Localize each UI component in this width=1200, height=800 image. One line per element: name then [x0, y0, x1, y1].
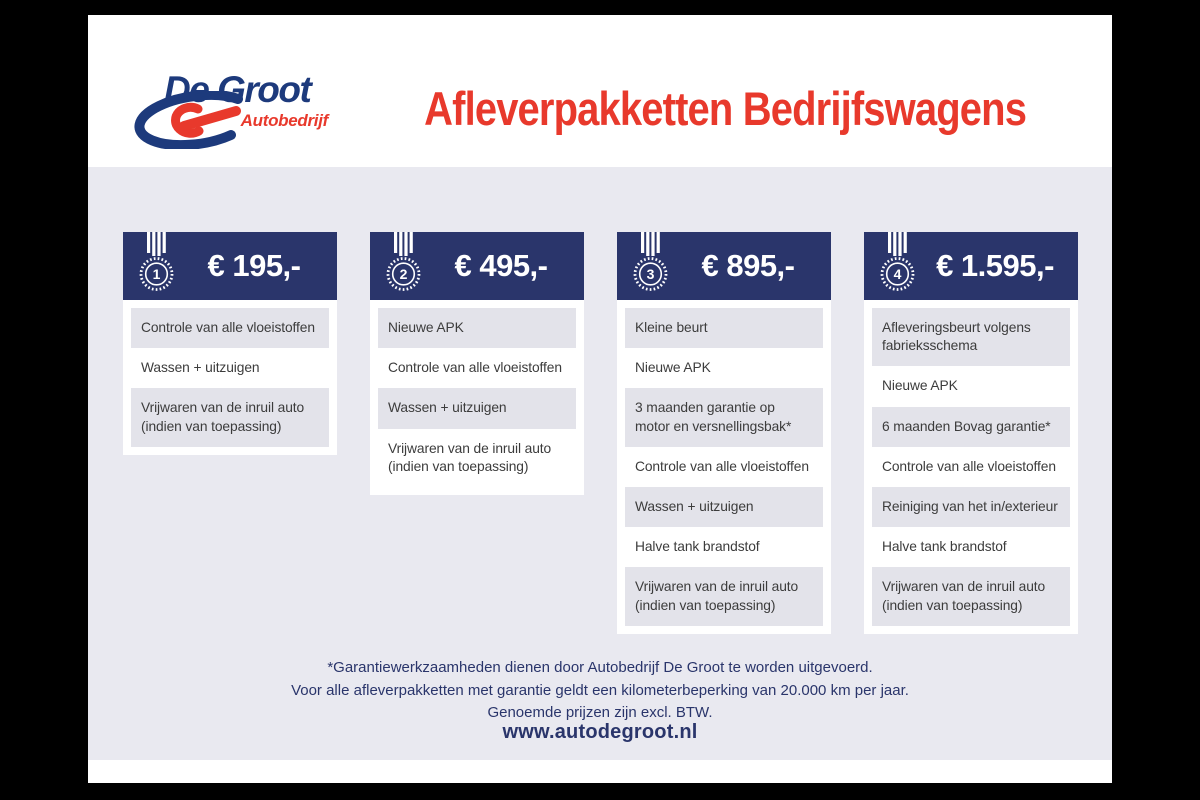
package-item: 3 maanden garantie op motor en versnellingsbak*	[625, 388, 823, 446]
medal-number: 2	[399, 266, 408, 282]
medal-number: 1	[152, 266, 161, 282]
package-header	[864, 232, 1078, 300]
package-item: Afleveringsbeurt volgens fabrieksschema	[872, 308, 1070, 366]
medal-number: 3	[646, 266, 655, 282]
logo	[118, 69, 330, 159]
medal-icon	[380, 232, 426, 298]
package-card	[123, 232, 337, 455]
package-item: Kleine beurt	[625, 308, 823, 348]
package-price: € 1.595,-	[936, 248, 1054, 283]
package-item: Controle van alle vloeistoffen	[378, 348, 576, 388]
package-item: 6 maanden Bovag garantie*	[872, 407, 1070, 447]
package-item-list	[864, 300, 1078, 634]
packages-row	[123, 232, 1078, 634]
package-item: Halve tank brandstof	[625, 527, 823, 567]
page-title: Afleverpakketten Bedrijfswagens	[424, 82, 1026, 135]
package-item: Vrijwaren van de inruil auto (indien van toepassing)	[378, 429, 576, 487]
package-item: Controle van alle vloeistoffen	[131, 308, 329, 348]
package-item: Nieuwe APK	[378, 308, 576, 348]
package-item-list	[370, 300, 584, 495]
medal-icon	[627, 232, 673, 298]
package-item: Vrijwaren van de inruil auto (indien van toepassing)	[625, 567, 823, 625]
package-card	[617, 232, 831, 634]
package-item: Nieuwe APK	[625, 348, 823, 388]
package-card	[864, 232, 1078, 634]
package-price: € 895,-	[701, 248, 795, 283]
package-header	[123, 232, 337, 300]
package-item: Controle van alle vloeistoffen	[872, 447, 1070, 487]
footnotes	[88, 657, 1112, 725]
package-card	[370, 232, 584, 495]
medal-icon	[874, 232, 920, 298]
medal-icon	[133, 232, 179, 298]
package-item: Halve tank brandstof	[872, 527, 1070, 567]
poster-page	[88, 15, 1112, 783]
package-header	[370, 232, 584, 300]
package-item: Vrijwaren van de inruil auto (indien van toepassing)	[131, 388, 329, 446]
package-item: Wassen + uitzuigen	[131, 348, 329, 388]
header	[88, 15, 1112, 167]
package-item: Wassen + uitzuigen	[378, 388, 576, 428]
brand-name: De Groot	[164, 69, 311, 110]
package-item: Vrijwaren van de inruil auto (indien van toepassing)	[872, 567, 1070, 625]
package-price: € 195,-	[207, 248, 301, 283]
footnote-line: Genoemde prijzen zijn excl. BTW.	[487, 704, 713, 721]
package-item: Nieuwe APK	[872, 366, 1070, 406]
content-panel	[88, 167, 1112, 760]
package-item-list	[123, 300, 337, 455]
footnote-line: Voor alle afleverpakketten met garantie geldt een kilometerbeperking van 20.000 km per jaar.	[291, 681, 909, 699]
medal-number: 4	[893, 266, 902, 282]
package-price: € 495,-	[454, 248, 548, 283]
footnote-line: *Garantiewerkzaamheden dienen door Autobedrijf De Groot te worden uitgevoerd.	[327, 659, 873, 676]
website-text: www.autodegroot.nl	[502, 721, 698, 743]
package-header	[617, 232, 831, 300]
package-item: Reiniging van het in/exterieur	[872, 487, 1070, 527]
brand-subtitle: Autobedrijf	[240, 111, 328, 130]
package-item: Wassen + uitzuigen	[625, 487, 823, 527]
package-item: Controle van alle vloeistoffen	[625, 447, 823, 487]
package-item-list	[617, 300, 831, 634]
